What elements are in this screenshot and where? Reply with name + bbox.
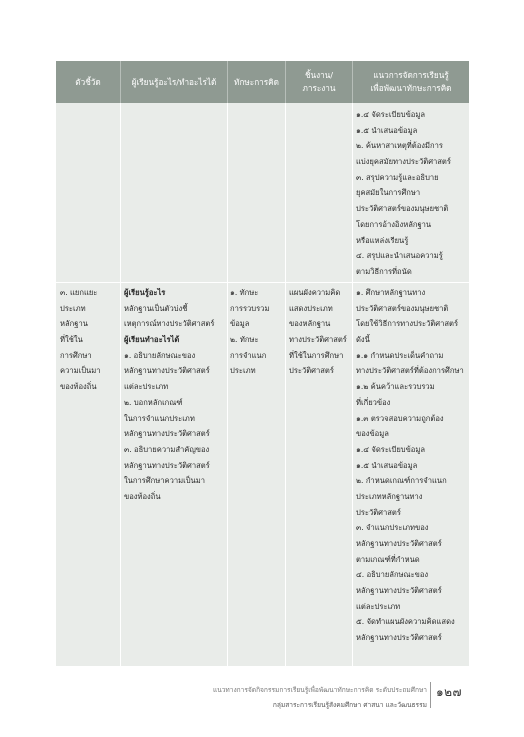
learning-line: ของท้องถิ่น (124, 491, 161, 501)
learning-line: ในการจำแนกประเภท (124, 413, 195, 423)
row2-skill-cell (230, 285, 269, 379)
approach-line: ๑.๓ ตรวจสอบความถูกต้อง (356, 413, 444, 423)
approach-line: ๔. สรุปและนำเสนอความรู้ (356, 251, 443, 261)
approach-line: ทางประวัติศาสตร์ที่ต้องการศึกษา (356, 366, 464, 376)
approach-line: ประวัติศาสตร์ของมนุษยชาติ (356, 204, 449, 214)
approach-line: ๔. อธิบายลักษณะของ (356, 570, 429, 580)
approach-line: ดังนี้ (356, 335, 370, 345)
workpiece-line: ประวัติศาสตร์ (289, 366, 334, 376)
workpiece-line: ทางประวัติศาสตร์ (289, 335, 347, 345)
approach-line: หลักฐานทางประวัติศาสตร์ (356, 539, 442, 548)
approach-line: ๑.๕ นำเสนอข้อมูล (356, 125, 418, 135)
skill-line: ๑. ทักษะ (230, 288, 259, 297)
learning-line: ๒. บอกหลักเกณฑ์ (124, 397, 183, 407)
skill-line: การจำแนก (230, 350, 267, 360)
indicator-line: หลักฐาน (60, 319, 88, 329)
approach-line: ๑.๕ นำเสนอข้อมูล (356, 460, 418, 470)
footer-book-title: แนวทางการจัดกิจกรรมการเรียนรู้เพื่อพัฒนาทักษะการคิด ระดับประถมศึกษา (212, 686, 427, 694)
skill-line: ประเภท (230, 366, 256, 376)
indicator-line: ประเภท (60, 303, 86, 313)
approach-line: ๑.๑ กำหนดประเด็นคำถาม (356, 350, 444, 360)
workpiece-line: แผนผังความคิด (289, 288, 341, 297)
indicator-line: การศึกษา (60, 350, 92, 360)
header-indicator: ตัวชี้วัด (75, 76, 101, 87)
approach-line: โดยใช้วิธีการทางประวัติศาสตร์ (356, 319, 459, 329)
approach-line: หลักฐานทางประวัติศาสตร์ (356, 633, 442, 643)
learning-line: เหตุการณ์ทางประวัติศาสตร์ (124, 319, 215, 329)
row2-indicator-cell (60, 285, 101, 395)
row-divider (56, 282, 469, 283)
indicator-line: ของท้องถิ่น (60, 382, 97, 392)
workpiece-line: แสดงประเภท (289, 303, 333, 313)
indicator-line: ความเป็นมา (60, 366, 101, 376)
indicator-line: ๓. แยกแยะ (60, 288, 98, 297)
header-thinking-skill: ทักษะการคิด (234, 76, 279, 87)
approach-line: ประวัติศาสตร์ (356, 507, 401, 517)
learning-line: หลักฐานทางประวัติศาสตร์ (124, 460, 210, 470)
approach-line: ๓. สรุปความรู้และอธิบาย (356, 172, 439, 182)
approach-line: ประเภทหลักฐานทาง (356, 491, 423, 501)
learning-line: ผู้เรียนทำอะไรได้ (124, 335, 180, 345)
learning-line: หลักฐานเป็นตัวบ่งชี้ (124, 303, 188, 313)
indicator-line: ที่ใช้ใน (60, 335, 83, 345)
column-divider (227, 103, 228, 666)
learning-line: ในการศึกษาความเป็นมา (124, 476, 206, 486)
row1-approach-cell (356, 107, 451, 280)
page-number: ๑๒๗ (436, 685, 463, 699)
approach-line: โดยการอ้างอิงหลักฐาน (356, 219, 432, 229)
learning-line: ผู้เรียนรู้อะไร (124, 288, 166, 297)
approach-line: ๑.๔ จัดระเบียบข้อมูล (356, 444, 426, 454)
footer-subject-group: กลุ่มสาระการเรียนรู้สังคมศึกษา ศาสนา และวัฒนธรรม (272, 701, 427, 709)
row2-learning-cell (124, 285, 214, 505)
approach-line: ๕. จัดทำแผนผังความคิดแสดง (356, 617, 455, 627)
approach-line: ของข้อมูล (356, 429, 389, 439)
column-divider (120, 103, 121, 666)
lesson-table (56, 61, 469, 666)
header-approach: แนวการจัดการเรียนรู้ เพื่อพัฒนาทักษะการคิด (370, 70, 452, 93)
header-workpiece: ชิ้นงาน/ ภาระงาน (302, 70, 336, 93)
approach-line: ตามวิธีการที่ถนัด (356, 266, 412, 276)
approach-line: แต่ละประเภท (356, 601, 401, 611)
learning-line: ๑. อธิบายลักษณะของ (124, 350, 196, 360)
approach-line: ตามเกณฑ์ที่กำหนด (356, 554, 420, 564)
approach-line: หรือแหล่งเรียนรู้ (356, 235, 409, 245)
approach-line: ๒. ค้นหาสาเหตุที่ต้องมีการ (356, 141, 443, 151)
learning-line: หลักฐานทางประวัติศาสตร์ (124, 366, 210, 376)
skill-line: การรวบรวม (230, 303, 270, 313)
approach-line: ๑. ศึกษาหลักฐานทาง (356, 288, 426, 297)
table-header (56, 61, 469, 103)
row2-workpiece-cell (289, 285, 347, 379)
approach-line: ยุคสมัยในการศึกษา (356, 188, 421, 198)
column-divider (352, 103, 353, 666)
skill-line: ข้อมูล (230, 319, 250, 329)
skill-line: ๒. ทักษะ (230, 335, 259, 345)
footer-divider (430, 682, 431, 708)
workpiece-line: ของหลักฐาน (289, 319, 331, 329)
row2-approach-cell (356, 285, 464, 646)
learning-line: แต่ละประเภท (124, 382, 169, 392)
approach-line: ๓. จำแนกประเภทของ (356, 523, 429, 533)
approach-line: ๑.๒ ค้นคว้าและรวบรวม (356, 382, 435, 392)
approach-line: ๑.๔ จัดระเบียบข้อมูล (356, 110, 426, 119)
learning-line: ๓. อธิบายความสำคัญของ (124, 444, 210, 454)
workpiece-line: ที่ใช้ในการศึกษา (289, 350, 344, 360)
approach-line: ที่เกี่ยวข้อง (356, 397, 391, 407)
approach-line: ๒. กำหนดเกณฑ์การจำแนก (356, 476, 447, 486)
learning-line: หลักฐานทางประวัติศาสตร์ (124, 429, 210, 439)
approach-line: แบ่งยุคสมัยทางประวัติศาสตร์ (356, 157, 451, 167)
header-learning: ผู้เรียนรู้อะไร/ทำอะไรได้ (131, 76, 217, 87)
approach-line: ประวัติศาสตร์ของมนุษยชาติ (356, 303, 449, 313)
approach-line: หลักฐานทางประวัติศาสตร์ (356, 586, 442, 596)
column-divider (285, 103, 286, 666)
